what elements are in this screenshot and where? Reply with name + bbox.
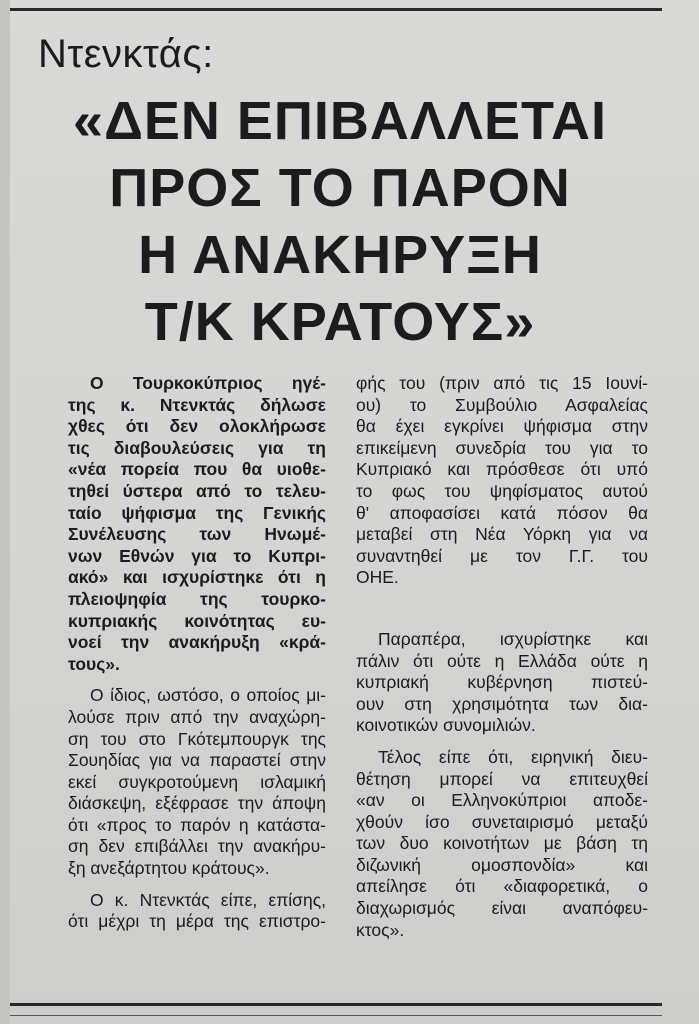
text-line: χθούν ίσο συνεταιρισμό μεταξύ (356, 811, 648, 832)
body-paragraph (356, 629, 648, 737)
text-line: διζωνική ομοσπονδία» και (356, 854, 648, 875)
text-line: ότι «προς το παρόν η κατάστα- (68, 814, 326, 835)
text-line: φής του (πριν από τις 15 Ιουνί- (356, 373, 648, 393)
text-line: συναντηθεί με τον Γ.Γ. του (356, 545, 648, 566)
text-line: Ο Τουρκοκύπριος ηγέ- (90, 373, 326, 393)
article-column-right (356, 373, 648, 941)
text-line: πλειοψηφία της τουρκο- (68, 588, 326, 609)
text-line: Ο ίδιος, ωστόσο, ο οποίος μι- (90, 685, 326, 706)
text-line: «αν οι Ελληνοκύπριοι αποδε- (356, 790, 648, 811)
text-line: ότι μέχρι τη μέρα της επιστρο- (68, 911, 326, 932)
text-line: το φως του ψηφίσματος αυτού (356, 480, 648, 501)
article-headline (0, 88, 680, 356)
text-line: διαχωρισμός είναι αναπόφευ- (356, 898, 648, 919)
headline-line-1: «ΔΕΝ ΕΠΙΒΑΛΛΕΤΑΙ (73, 91, 607, 151)
bottom-rule (10, 1003, 662, 1006)
text-line: θέτηση μπορεί να επιτευχθεί (356, 768, 648, 789)
text-line: τους». (68, 653, 120, 674)
text-line: ουν στη χρησιμότητα των δια- (356, 693, 648, 714)
text-line: εκεί συγκροτούμενη ισλαμική (68, 771, 326, 792)
article-kicker: Ντενκτάς: (38, 32, 214, 76)
body-paragraph (356, 373, 648, 589)
text-line: απείλησε ότι «διαφορετικά, ο (356, 876, 648, 897)
headline-line-3: Η ΑΝΑΚΗΡΥΞΗ (138, 225, 542, 285)
text-line: της κ. Ντενκτάς δήλωσε (68, 394, 326, 415)
text-line: Ο κ. Ντενκτάς είπε, επίσης, (90, 889, 326, 910)
headline-line-2: ΠΡΟΣ ΤΟ ΠΑΡΟΝ (109, 158, 571, 218)
text-line: τις διαβουλεύσεις για τη (68, 437, 326, 458)
text-line: κτος». (356, 919, 405, 940)
text-line: ταίο ψήφισμα της Γενικής (68, 502, 326, 523)
text-line: νοεί την ανακήρυξη «κρά- (68, 632, 326, 653)
text-line: τηθεί ύστερα από το τελευ- (68, 480, 326, 501)
text-line: κυπριακή κυβέρνηση πιστεύ- (356, 672, 648, 693)
text-line: ση δεν επιβάλλει την ανακήρυ- (68, 836, 326, 857)
text-line: πάλιν ότι ούτε η Ελλάδα ούτε η (356, 650, 648, 671)
bottom-rule-thin (10, 1015, 662, 1016)
text-line: ξη ανεξάρτητου κράτους». (68, 858, 270, 879)
text-line: κυπριακής κοινότητας ευ- (68, 610, 326, 631)
text-line: επικείμενη συνεδρία του για το (356, 437, 648, 458)
text-line: Παραπέρα, ισχυρίστηκε και (378, 628, 648, 649)
text-line: θα έχει εγκρίνει ψήφισμα στην (356, 416, 648, 437)
text-line: ακό» και ισχυρίστηκε ότι η (68, 567, 326, 588)
text-line: νων Εθνών για το Κυπρι- (68, 545, 326, 566)
body-paragraph (68, 685, 326, 879)
body-paragraph (68, 890, 326, 933)
text-line: μεταβεί στη Νέα Υόρκη για να (356, 524, 648, 545)
lead-paragraph (68, 373, 326, 675)
text-line: Σουηδίας για να παραστεί στην (68, 750, 326, 771)
text-line: κοινοτικών συνομιλιών. (356, 715, 536, 736)
text-line: των δυο κοινοτήτων με βάση τη (356, 833, 648, 854)
text-line: ΟΗΕ. (356, 567, 399, 588)
body-paragraph (356, 747, 648, 941)
text-line: Τέλος είπε ότι, ειρηνική διευ- (378, 746, 648, 767)
text-line: διάσκεψη, εξέφρασε την άποψη (68, 793, 326, 814)
text-line: Συνέλευσης των Ηνωμέ- (68, 524, 326, 545)
text-line: Κυπριακό και πρόσθεσε ότι υπό (356, 459, 648, 480)
text-line: χθες ότι δεν ολοκλήρωσε (68, 416, 326, 437)
headline-line-4: Τ/Κ ΚΡΑΤΟΥΣ» (144, 292, 536, 352)
text-line: «νέα πορεία που θα υιοθε- (68, 459, 326, 480)
text-line: ου) το Συμβούλιο Ασφαλείας (356, 394, 648, 415)
article-column-left (68, 373, 326, 933)
top-rule (10, 8, 662, 11)
text-line: ση του στο Γκότεμπουργκ της (68, 728, 326, 749)
text-line: θ' αποφασίσει κατά πόσον θα (356, 502, 648, 523)
text-line: λούσε πριν από την αναχώρη- (68, 706, 326, 727)
